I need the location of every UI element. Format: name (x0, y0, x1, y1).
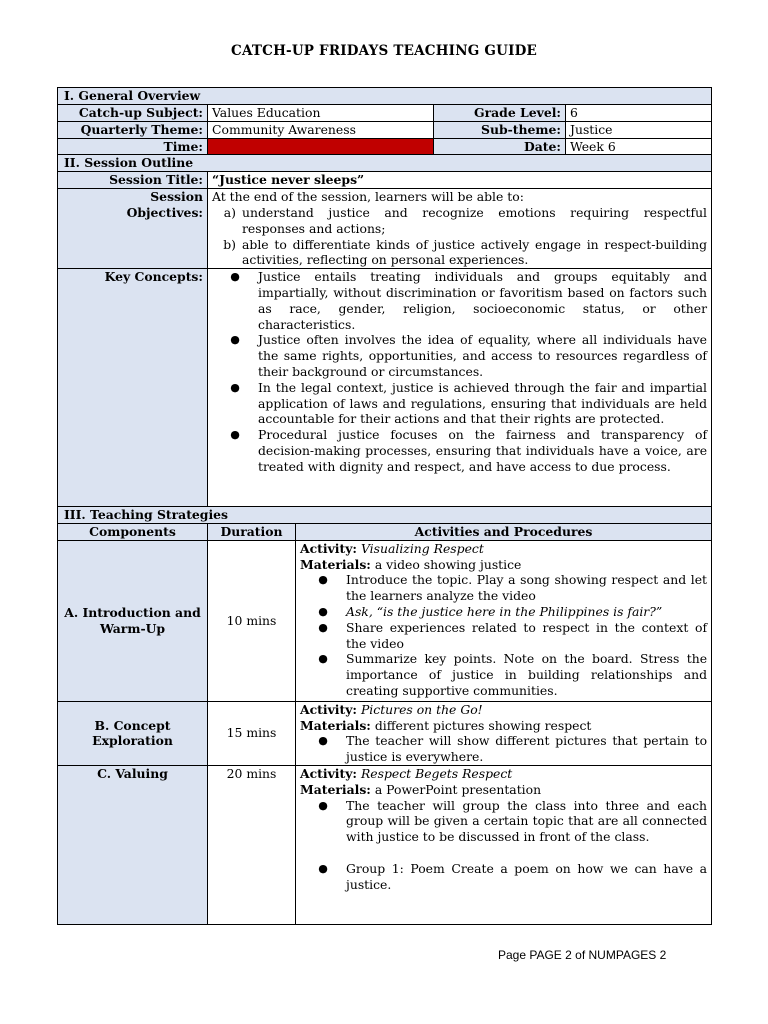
bullet-icon: ● (230, 270, 240, 284)
activities-column-header: Activities and Procedures (296, 523, 712, 540)
materials-label: Materials: (300, 717, 371, 733)
session-objectives-content (208, 189, 712, 269)
materials-line (300, 718, 707, 734)
subject-label: Catch-up Subject: (58, 104, 208, 121)
activities-concept-exploration (296, 701, 712, 765)
procedure-item (300, 798, 707, 845)
objectives-label-line-2: Objectives: (126, 204, 203, 220)
procedure-text: Summarize key points. Note on the board. Stress the importance of justice in building relationships and creating supportive communities. (346, 651, 708, 698)
activity-name: Respect Begets Respect (360, 765, 513, 781)
grade-level-label: Grade Level: (434, 104, 566, 121)
objective-marker: b) (223, 236, 236, 252)
bullet-icon: ● (318, 734, 328, 748)
general-overview-header-row (58, 88, 712, 105)
theme-row (58, 121, 712, 138)
activity-line (300, 766, 707, 782)
strategies-column-header-row (58, 523, 712, 540)
activity-label: Activity: (300, 540, 357, 556)
time-value-highlight (208, 138, 434, 155)
strategy-row-concept-exploration (58, 701, 712, 765)
procedure-text: The teacher will group the class into three and each group will be given a certain topic that are all connected with justice to be discussed in front of the class. (346, 797, 708, 845)
activity-name: Pictures on the Go! (360, 701, 483, 717)
session-objectives-row (58, 189, 712, 269)
duration-concept-exploration: 15 mins (208, 701, 296, 765)
concept-item (212, 269, 707, 332)
bullet-icon: ● (230, 333, 240, 347)
procedure-item (300, 604, 707, 620)
session-title-value: “Justice never sleeps” (208, 172, 712, 189)
procedure-list (300, 733, 707, 765)
key-concepts-list (212, 269, 707, 474)
time-label: Time: (58, 138, 208, 155)
procedure-text: Ask, “is the justice here in the Philippines is fair?” (346, 603, 663, 619)
duration-valuing: 20 mins (208, 765, 296, 924)
procedure-list (300, 798, 707, 893)
date-label: Date: (434, 138, 566, 155)
activity-label: Activity: (300, 701, 357, 717)
procedure-item (300, 651, 707, 698)
session-outline-header-row (58, 155, 712, 172)
procedure-list (300, 572, 707, 698)
grade-level-value: 6 (566, 104, 712, 121)
activity-label: Activity: (300, 765, 357, 781)
bullet-icon: ● (318, 861, 328, 875)
page-footer: Page PAGE 2 of NUMPAGES 2 (498, 948, 667, 962)
objectives-list (212, 205, 707, 268)
objectives-intro: At the end of the session, learners will be able to: (212, 189, 524, 205)
session-title-label: Session Title: (58, 172, 208, 189)
bullet-icon: ● (318, 652, 328, 666)
quarterly-theme-label: Quarterly Theme: (58, 121, 208, 138)
document-title: CATCH-UP FRIDAYS TEACHING GUIDE (231, 43, 537, 59)
activity-line (300, 702, 707, 718)
activity-line (300, 541, 707, 557)
sub-theme-value: Justice (566, 121, 712, 138)
procedure-text: Group 1: Poem Create a poem on how we can have a justice. (346, 860, 708, 892)
objective-item (212, 237, 707, 269)
bullet-icon: ● (318, 620, 328, 634)
procedure-item (300, 733, 707, 765)
procedure-item (300, 861, 707, 893)
procedure-text: Introduce the topic. Play a song showing respect and let the learners analyze the video (346, 572, 708, 604)
subject-row (58, 104, 712, 121)
quarterly-theme-value: Community Awareness (208, 121, 434, 138)
activities-valuing (296, 765, 712, 924)
time-date-row (58, 138, 712, 155)
key-concepts-row (58, 269, 712, 507)
subject-value: Values Education (208, 104, 434, 121)
duration-column-header: Duration (208, 523, 296, 540)
concept-text: Procedural justice focuses on the fairness and transparency of decision-making processes, ensuring that individuals have a voice, are treated with dignity and respect, and have access to due process. (258, 427, 708, 474)
activities-introduction (296, 540, 712, 701)
objective-marker: a) (223, 204, 236, 220)
concept-text: Justice entails treating individuals and groups equitably and impartially, without discrimination or favoritism based on factors such as race, gender, religion, socioeconomic status, or other characteristics. (258, 269, 708, 332)
component-introduction: A. Introduction and Warm-Up (58, 540, 208, 701)
bullet-icon: ● (318, 798, 328, 812)
strategy-row-introduction (58, 540, 712, 701)
session-objectives-label (58, 189, 208, 269)
concept-item (212, 332, 707, 379)
materials-line (300, 557, 707, 573)
objective-text: able to differentiate kinds of justice actively engage in respect-building activities, reflecting on personal experiences. (242, 236, 708, 268)
components-column-header: Components (58, 523, 208, 540)
key-concepts-label: Key Concepts: (58, 269, 208, 507)
bullet-icon: ● (230, 380, 240, 394)
concept-text: Justice often involves the idea of equality, where all individuals have the same rights, opportunities, and access to resources regardless of their background or circumstances. (258, 332, 708, 379)
activity-name: Visualizing Respect (360, 540, 484, 556)
procedure-item (300, 620, 707, 652)
teaching-strategies-header-row (58, 507, 712, 524)
teaching-guide-table (57, 87, 712, 925)
duration-introduction: 10 mins (208, 540, 296, 701)
session-outline-heading: II. Session Outline (58, 155, 712, 172)
session-title-row (58, 172, 712, 189)
teaching-strategies-heading: III. Teaching Strategies (58, 507, 712, 524)
materials-value: different pictures showing respect (374, 717, 592, 733)
objectives-label-line-1: Session (150, 189, 203, 205)
materials-line (300, 782, 707, 798)
strategy-row-valuing (58, 765, 712, 924)
concept-text: In the legal context, justice is achieved through the fair and impartial application of laws and regulations, ensuring that individuals are held accountable for their actions and that their rights are protected. (258, 379, 708, 427)
materials-label: Materials: (300, 556, 371, 572)
procedure-text: Share experiences related to respect in the context of the video (346, 619, 708, 651)
materials-value: a video showing justice (374, 556, 522, 572)
date-value: Week 6 (566, 138, 712, 155)
sub-theme-label: Sub-theme: (434, 121, 566, 138)
general-overview-heading: I. General Overview (58, 88, 712, 105)
materials-label: Materials: (300, 781, 371, 797)
procedure-text: The teacher will show different pictures that pertain to justice is everywhere. (346, 733, 708, 765)
objective-item (212, 205, 707, 237)
procedure-item (300, 572, 707, 604)
materials-value: a PowerPoint presentation (374, 781, 542, 797)
concept-item (212, 427, 707, 474)
bullet-icon: ● (230, 428, 240, 442)
concept-item (212, 380, 707, 427)
objective-text: understand justice and recognize emotions requiring respectful responses and actions; (242, 204, 708, 236)
bullet-icon: ● (318, 604, 328, 618)
bullet-icon: ● (318, 573, 328, 587)
component-concept-exploration: B. Concept Exploration (58, 701, 208, 765)
key-concepts-content (208, 269, 712, 507)
component-valuing: C. Valuing (58, 765, 208, 924)
